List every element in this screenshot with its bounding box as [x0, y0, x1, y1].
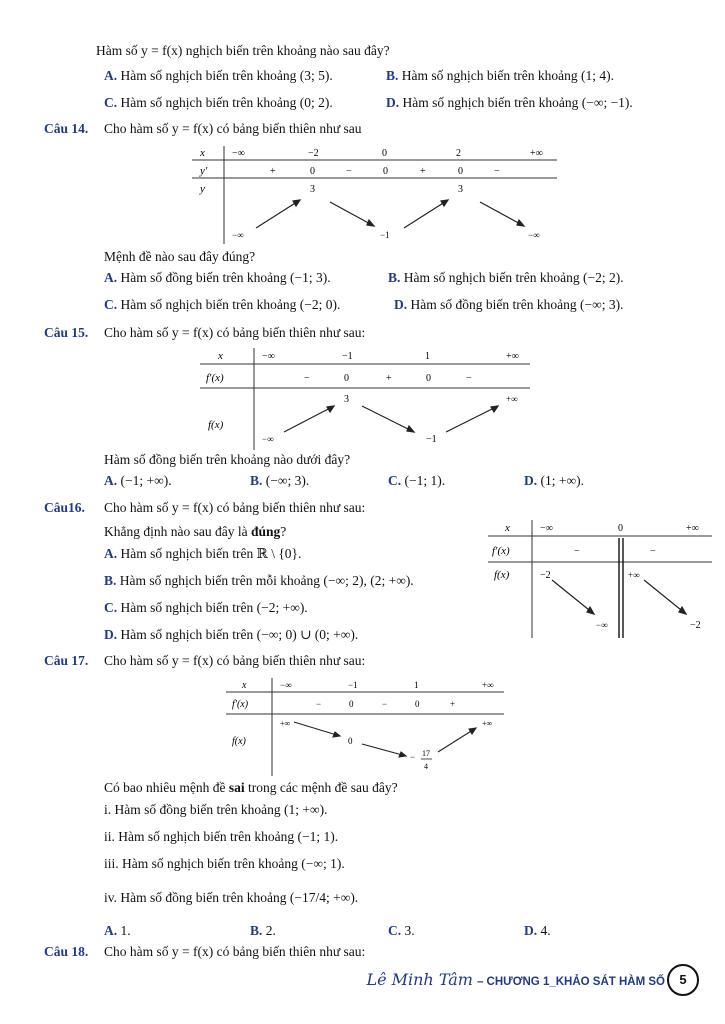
q16-option-d[interactable]	[104, 626, 358, 644]
derivative-sign: 0	[349, 699, 354, 709]
question-end: trong các mệnh đề sau đây?	[244, 780, 398, 795]
q15-option-a[interactable]	[104, 472, 172, 490]
derivative-sign: 0	[344, 373, 349, 384]
derivative-sign: −	[346, 166, 352, 177]
option-label: B.	[250, 473, 263, 488]
option-label: D.	[524, 923, 538, 938]
option-text: (−1; +∞).	[120, 473, 172, 488]
derivative-sign: +	[386, 373, 392, 384]
x-value: −1	[342, 351, 353, 362]
option-text: Hàm số nghịch biến trên khoảng (1; 4).	[401, 68, 614, 83]
derivative-sign: −	[466, 373, 472, 384]
option-text: Hàm số nghịch biến trên khoảng (−∞; −1).	[402, 95, 633, 110]
q17-variation-table	[226, 676, 508, 776]
y-value: −2	[690, 620, 701, 631]
row-label-fx: f(x)	[232, 736, 246, 747]
derivative-sign: 0	[415, 699, 420, 709]
row-label-x: x	[200, 147, 205, 159]
option-text: Hàm số nghịch biến trên (−∞; 0) ∪ (0; +∞).	[120, 627, 359, 642]
row-label-fx: f(x)	[208, 419, 224, 431]
question-emphasis: đúng	[250, 524, 281, 539]
q14-question: Mệnh đề nào sau đây đúng?	[104, 249, 256, 264]
q16-option-a[interactable]	[104, 545, 301, 563]
question-end: ?	[280, 524, 287, 539]
derivative-sign: 0	[383, 166, 388, 177]
derivative-sign: −	[382, 699, 388, 709]
option-text: Hàm số nghịch biến trên khoảng (3; 5).	[120, 68, 333, 83]
option-text: Hàm số nghịch biến trên mỗi khoảng (−∞; 2), (2; +∞).	[119, 573, 414, 588]
option-label: A.	[104, 473, 118, 488]
option-label: C.	[104, 297, 118, 312]
x-value: 0	[382, 148, 387, 159]
row-label-derivative: f′(x)	[232, 699, 249, 710]
x-value: 1	[414, 680, 419, 690]
q16-option-c[interactable]	[104, 599, 308, 617]
q17-option-c[interactable]	[388, 922, 415, 940]
q16-label: Câu16.	[44, 500, 85, 515]
option-label: A.	[104, 68, 118, 83]
option-text: 4.	[540, 923, 551, 938]
x-value: +∞	[506, 351, 519, 362]
y-value: 3	[458, 184, 463, 195]
option-text: Hàm số nghịch biến trên khoảng (0; 2).	[120, 95, 333, 110]
q13-option-a[interactable]	[104, 67, 333, 85]
option-label: B.	[250, 923, 263, 938]
q17-statement-iii: iii. Hàm số nghịch biến trên khoảng (−∞; 1).	[104, 856, 345, 871]
q17-option-d[interactable]	[524, 922, 551, 940]
derivative-sign: −	[494, 166, 500, 177]
page-number: 5	[667, 964, 699, 996]
question-text: Khẳng định nào sau đây là	[104, 524, 251, 539]
q13-option-c[interactable]	[104, 94, 333, 112]
option-text: (−∞; 3).	[265, 473, 310, 488]
q17-statement-ii: ii. Hàm số nghịch biến trên khoảng (−1; 1).	[104, 829, 339, 844]
q17-statement-iv: iv. Hàm số đồng biến trên khoảng (−17/4; +∞).	[104, 890, 359, 905]
x-value: −∞	[262, 351, 275, 362]
x-value: 1	[425, 351, 430, 362]
x-value: −2	[308, 148, 319, 159]
option-text: 3.	[404, 923, 415, 938]
option-label: C.	[104, 95, 118, 110]
question-emphasis: sai	[228, 780, 245, 795]
derivative-sign: 0	[310, 166, 315, 177]
y-value: +∞	[482, 719, 493, 728]
option-label: D.	[386, 95, 400, 110]
y-value: +∞	[628, 570, 640, 580]
y-value: −∞	[232, 230, 244, 240]
q16-intro: Cho hàm số y = f(x) có bảng biến thiên như sau:	[104, 500, 366, 515]
y-value: +∞	[506, 394, 518, 404]
x-value: −∞	[280, 680, 292, 690]
q15-question: Hàm số đồng biến trên khoảng nào dưới đây?	[104, 452, 351, 467]
q15-option-b[interactable]	[250, 472, 309, 490]
derivative-sign: −	[304, 373, 310, 384]
option-text: 2.	[265, 923, 276, 938]
option-label: B.	[104, 573, 117, 588]
q17-option-b[interactable]	[250, 922, 276, 940]
x-value: +∞	[530, 148, 543, 159]
option-text: Hàm số đồng biến trên khoảng (−∞; 3).	[410, 297, 624, 312]
y-value: −∞	[262, 434, 274, 444]
q14-option-d[interactable]	[394, 296, 623, 314]
row-label-x: x	[505, 522, 510, 534]
y-value: −1	[426, 434, 437, 445]
q15-variation-table	[200, 346, 534, 450]
q15-option-c[interactable]	[388, 472, 445, 490]
row-label-x: x	[242, 680, 247, 691]
option-text: Hàm số nghịch biến trên khoảng (−2; 0).	[120, 297, 341, 312]
derivative-sign: −	[574, 546, 580, 557]
q14-option-c[interactable]	[104, 296, 340, 314]
row-label-derivative: f′(x)	[206, 372, 224, 384]
q15-option-d[interactable]	[524, 472, 584, 490]
y-value-denominator: 4	[424, 762, 428, 771]
q14-variation-table	[192, 144, 562, 244]
q13-stem: Hàm số y = f(x) nghịch biến trên khoảng nào sau đây?	[96, 43, 390, 58]
q15-label: Câu 15.	[44, 325, 89, 340]
x-value: +∞	[686, 523, 699, 534]
derivative-sign: −	[650, 546, 656, 557]
q14-option-b[interactable]	[388, 269, 624, 287]
q13-option-b[interactable]	[386, 67, 614, 85]
footer-author: Lê Minh Tâm	[366, 970, 473, 989]
q14-option-a[interactable]	[104, 269, 331, 287]
derivative-sign: +	[420, 166, 426, 177]
option-label: D.	[104, 627, 118, 642]
option-text: Hàm số nghịch biến trên ℝ \ {0}.	[120, 546, 302, 561]
option-label: D.	[524, 473, 538, 488]
y-value: 0	[348, 736, 353, 746]
option-label: C.	[104, 600, 118, 615]
option-text: (−1; 1).	[404, 473, 446, 488]
q16-question	[104, 523, 286, 541]
q17-intro: Cho hàm số y = f(x) có bảng biến thiên như sau:	[104, 653, 366, 668]
x-value: 2	[456, 148, 461, 159]
y-value-numerator: 17	[422, 749, 430, 758]
footer-chapter: – CHƯƠNG 1_KHẢO SÁT HÀM SỐ	[476, 976, 665, 988]
derivative-sign: 0	[426, 373, 431, 384]
y-value: −1	[380, 230, 390, 240]
option-text: Hàm số đồng biến trên khoảng (−1; 3).	[120, 270, 331, 285]
row-label-x: x	[218, 350, 223, 362]
q18-label: Câu 18.	[44, 944, 89, 959]
option-text: 1.	[120, 923, 131, 938]
y-value: 3	[310, 184, 315, 195]
row-label-derivative: y′	[200, 165, 208, 177]
page-footer	[366, 970, 665, 989]
q17-question	[104, 779, 398, 797]
y-value: +∞	[280, 719, 291, 728]
row-label-derivative: f′(x)	[492, 545, 510, 557]
option-label: A.	[104, 546, 118, 561]
y-value: −∞	[596, 620, 608, 630]
derivative-sign: −	[316, 699, 322, 709]
option-text: Hàm số nghịch biến trên khoảng (−2; 2).	[403, 270, 624, 285]
q18-intro: Cho hàm số y = f(x) có bảng biến thiên như sau:	[104, 944, 366, 959]
row-label-fx: f(x)	[494, 569, 510, 581]
x-value: −∞	[540, 523, 553, 534]
option-label: A.	[104, 270, 118, 285]
option-label: C.	[388, 923, 402, 938]
option-label: A.	[104, 923, 118, 938]
q16-option-b[interactable]	[104, 572, 414, 590]
x-value: +∞	[482, 680, 494, 690]
y-value: 3	[344, 394, 349, 405]
option-label: B.	[388, 270, 401, 285]
option-text: (1; +∞).	[540, 473, 584, 488]
y-value: −2	[540, 570, 551, 581]
q16-variation-table	[488, 518, 716, 638]
x-value: −1	[348, 680, 358, 690]
derivative-sign: +	[450, 699, 456, 709]
row-label-y: y	[200, 183, 205, 195]
y-value-sign: −	[410, 752, 416, 762]
q15-intro: Cho hàm số y = f(x) có bảng biến thiên như sau:	[104, 325, 366, 340]
y-value: −∞	[528, 230, 540, 240]
option-text: Hàm số nghịch biến trên (−2; +∞).	[120, 600, 308, 615]
derivative-sign: +	[270, 166, 276, 177]
option-label: C.	[388, 473, 402, 488]
q17-option-a[interactable]	[104, 922, 131, 940]
x-value: −∞	[232, 148, 245, 159]
q17-statement-i: i. Hàm số đồng biến trên khoảng (1; +∞).	[104, 802, 328, 817]
option-label: D.	[394, 297, 408, 312]
derivative-sign: 0	[458, 166, 463, 177]
option-label: B.	[386, 68, 399, 83]
q14-intro: Cho hàm số y = f(x) có bảng biến thiên như sau	[104, 121, 362, 136]
q14-label: Câu 14.	[44, 121, 89, 136]
q13-option-d[interactable]	[386, 94, 633, 112]
q17-label: Câu 17.	[44, 653, 89, 668]
question-text: Có bao nhiêu mệnh đề	[104, 780, 229, 795]
x-value: 0	[618, 523, 623, 534]
